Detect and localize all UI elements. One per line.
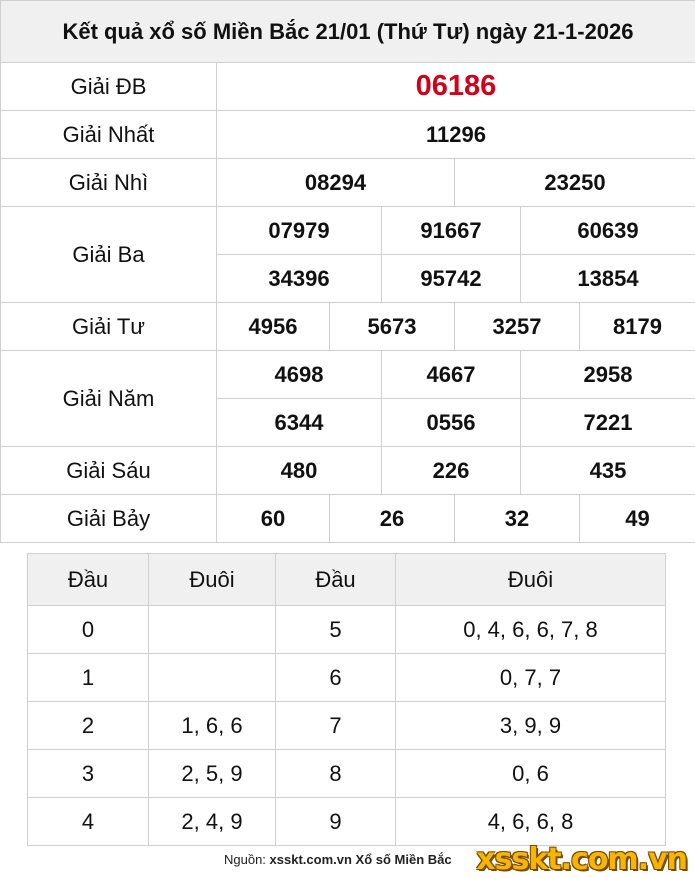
table-row xyxy=(28,654,666,702)
prize-label-nhi: Giải Nhì xyxy=(1,159,217,207)
loto-dau: 0 xyxy=(28,606,149,654)
prize-row-bay xyxy=(1,495,695,543)
prize-number: 7221 xyxy=(521,399,695,447)
prize-number: 60639 xyxy=(521,207,695,255)
prize-label-db: Giải ĐB xyxy=(1,63,217,111)
loto-dau: 1 xyxy=(28,654,149,702)
prize-row-nhat xyxy=(1,111,695,159)
loto-dau: 8 xyxy=(276,750,396,798)
prize-number: 11296 xyxy=(217,111,695,159)
prize-number: 0556 xyxy=(382,399,521,447)
prize-number: 226 xyxy=(382,447,521,495)
prize-number: 480 xyxy=(217,447,382,495)
prize-number: 2958 xyxy=(521,351,695,399)
prize-number: 4667 xyxy=(382,351,521,399)
table-row xyxy=(28,750,666,798)
loto-duoi: 4, 6, 6, 8 xyxy=(396,798,666,846)
loto-dau: 2 xyxy=(28,702,149,750)
prize-number: 32 xyxy=(455,495,580,543)
prize-number: 07979 xyxy=(217,207,382,255)
loto-duoi: 0, 7, 7 xyxy=(396,654,666,702)
loto-duoi: 2, 5, 9 xyxy=(149,750,276,798)
table-row xyxy=(28,606,666,654)
loto-header-duoi: Đuôi xyxy=(149,554,276,606)
prize-number: 26 xyxy=(330,495,455,543)
prize-number: 8179 xyxy=(580,303,695,351)
loto-duoi: 3, 9, 9 xyxy=(396,702,666,750)
prize-label-bay: Giải Bảy xyxy=(1,495,217,543)
prize-number: 91667 xyxy=(382,207,521,255)
prize-number: 49 xyxy=(580,495,695,543)
loto-header-duoi: Đuôi xyxy=(396,554,666,606)
prize-number: 23250 xyxy=(455,159,695,207)
prize-label-tu: Giải Tư xyxy=(1,303,217,351)
prize-number: 95742 xyxy=(382,255,521,303)
prize-label-nam: Giải Năm xyxy=(1,351,217,447)
loto-duoi xyxy=(149,606,276,654)
table-row xyxy=(28,702,666,750)
loto-duoi xyxy=(149,654,276,702)
source-site: xsskt.com.vn xyxy=(269,852,352,867)
source-name: Xổ số Miền Bắc xyxy=(355,852,452,867)
prize-row-nhi xyxy=(1,159,695,207)
prize-label-ba: Giải Ba xyxy=(1,207,217,303)
loto-dau: 9 xyxy=(276,798,396,846)
loto-header-dau: Đầu xyxy=(28,554,149,606)
loto-dau: 3 xyxy=(28,750,149,798)
prize-row-ba-1 xyxy=(1,207,695,255)
prize-number: 13854 xyxy=(521,255,695,303)
footer xyxy=(0,842,695,878)
prize-number: 4698 xyxy=(217,351,382,399)
table-row xyxy=(28,798,666,846)
loto-dau: 5 xyxy=(276,606,396,654)
prize-number: 4956 xyxy=(217,303,330,351)
loto-table xyxy=(27,553,666,846)
prize-row-sau xyxy=(1,447,695,495)
loto-header-dau: Đầu xyxy=(276,554,396,606)
source-prefix: Nguồn: xyxy=(224,852,266,867)
prize-number: 5673 xyxy=(330,303,455,351)
title-row xyxy=(1,1,695,63)
loto-duoi: 0, 6 xyxy=(396,750,666,798)
loto-dau: 7 xyxy=(276,702,396,750)
prize-number: 3257 xyxy=(455,303,580,351)
prize-label-nhat: Giải Nhất xyxy=(1,111,217,159)
loto-dau: 6 xyxy=(276,654,396,702)
prize-row-nam-1 xyxy=(1,351,695,399)
prize-number: 08294 xyxy=(217,159,455,207)
prize-number: 34396 xyxy=(217,255,382,303)
page-title: Kết quả xổ số Miền Bắc 21/01 (Thứ Tư) ngày 21-1-2026 xyxy=(1,1,695,63)
loto-duoi: 2, 4, 9 xyxy=(149,798,276,846)
prize-number: 60 xyxy=(217,495,330,543)
loto-dau: 4 xyxy=(28,798,149,846)
prize-label-sau: Giải Sáu xyxy=(1,447,217,495)
prize-row-db xyxy=(1,63,695,111)
loto-duoi: 1, 6, 6 xyxy=(149,702,276,750)
prize-number: 6344 xyxy=(217,399,382,447)
loto-header-row xyxy=(28,554,666,606)
prize-number: 435 xyxy=(521,447,695,495)
special-prize-number: 06186 xyxy=(217,63,695,111)
loto-duoi: 0, 4, 6, 6, 7, 8 xyxy=(396,606,666,654)
prize-row-tu xyxy=(1,303,695,351)
source-credit xyxy=(224,852,452,867)
brand-logo: xsskt.com.vn xyxy=(476,842,687,877)
